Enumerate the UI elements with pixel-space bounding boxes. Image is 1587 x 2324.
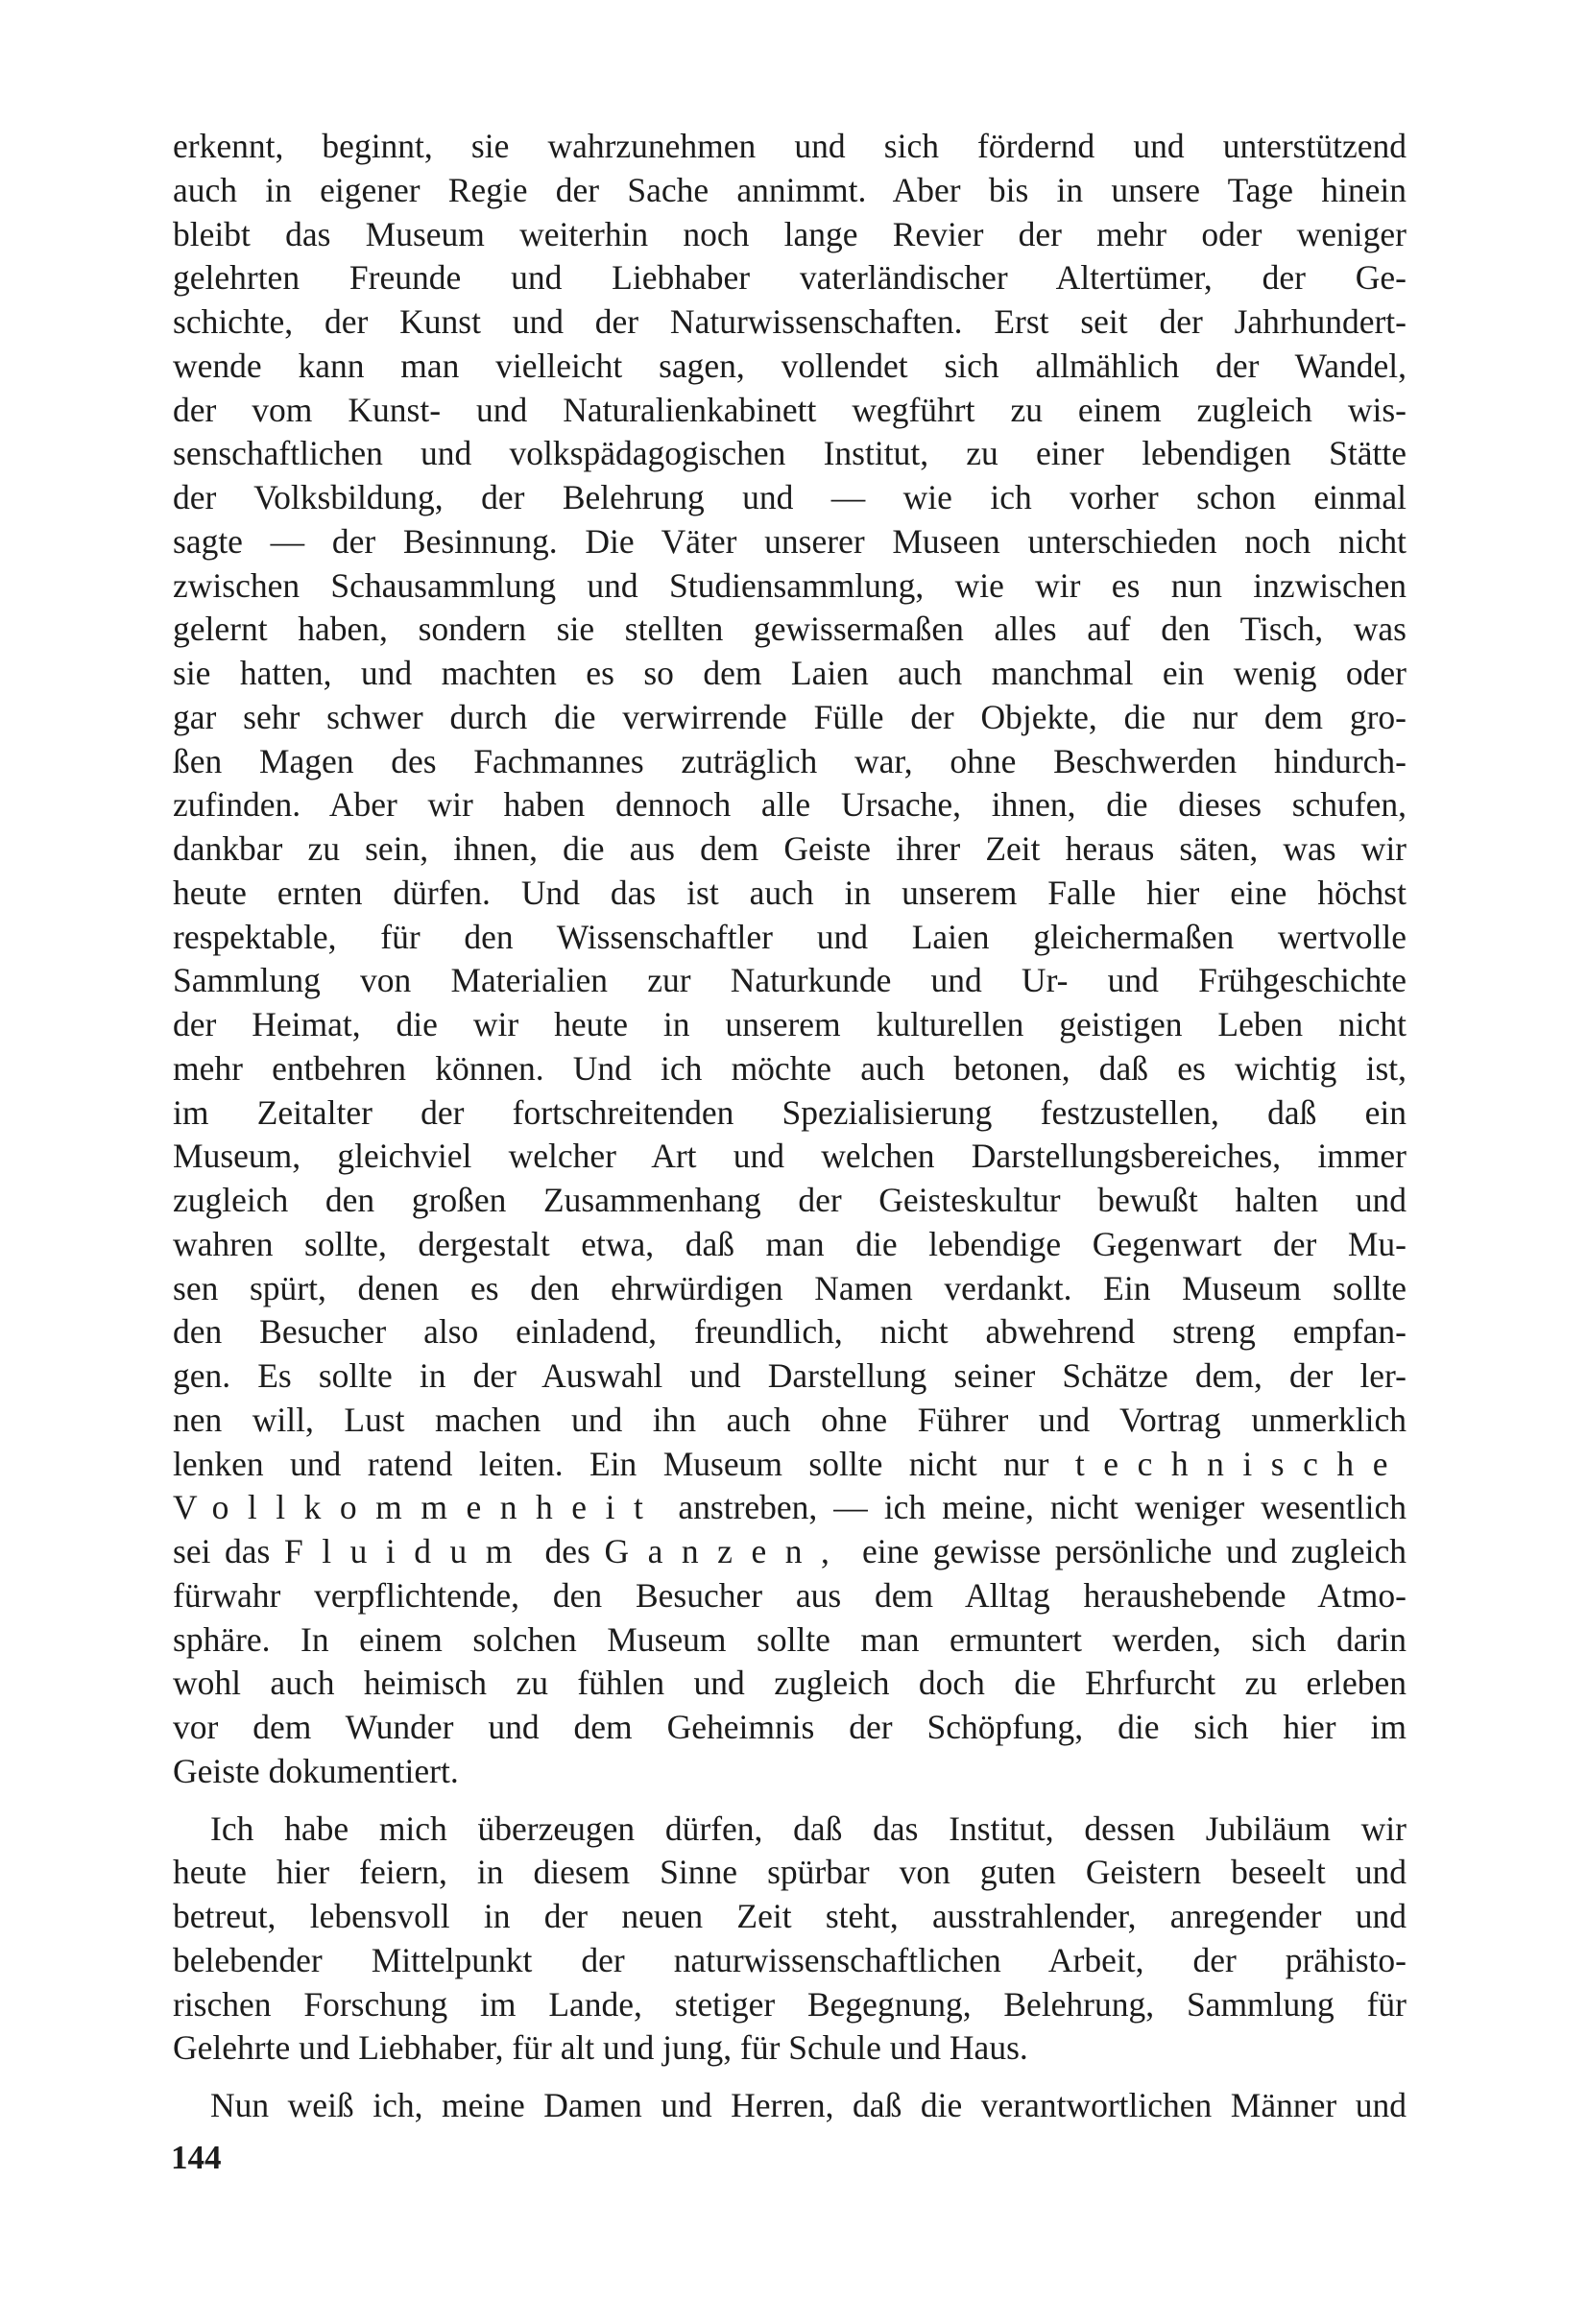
text-line: mehr entbehren können. Und ich möchte auch betonen, daß es wichtig ist, bbox=[173, 1048, 1407, 1088]
text-line: belebender Mittelpunkt der naturwissenschaftlichen Arbeit, der prähisto- bbox=[173, 1940, 1407, 1979]
body-text bbox=[173, 125, 1407, 2128]
text-line: heute hier feiern, in diesem Sinne spürbar von guten Geistern beseelt und bbox=[173, 1853, 1407, 1892]
text-line: nen will, Lust machen und ihn auch ohne Führer und Vortrag unmerklich bbox=[173, 1400, 1407, 1439]
text-line: wohl auch heimisch zu fühlen und zugleich doch die Ehrfurcht zu erleben bbox=[173, 1664, 1407, 1703]
text-line: rischen Forschung im Lande, stetiger Begegnung, Belehrung, Sammlung für bbox=[173, 1984, 1407, 2024]
text-line: wende kann man vielleicht sagen, vollendet sich allmählich der Wandel, bbox=[173, 346, 1407, 385]
text-line bbox=[173, 1486, 1407, 1530]
text-line: sphäre. In einem solchen Museum sollte man ermuntert werden, sich darin bbox=[173, 1619, 1407, 1659]
text-line: sie hatten, und machten es so dem Laien auch manchmal ein wenig oder bbox=[173, 654, 1407, 692]
spaced-word: Ganzen, bbox=[604, 1532, 849, 1570]
text-line: der Volksbildung, der Belehrung und — wie ich vorher schon einmal bbox=[173, 478, 1407, 516]
paragraph-2 bbox=[173, 1808, 1407, 2072]
text-line: respektable, für den Wissenschaftler und Laien gleichermaßen wertvolle bbox=[173, 917, 1407, 956]
text-line: gelehrten Freunde und Liebhaber vaterländischer Altertümer, der Ge- bbox=[173, 258, 1407, 298]
text-line: zufinden. Aber wir haben dennoch alle Ursache, ihnen, die dieses schufen, bbox=[173, 785, 1407, 825]
text-span: eine gewisse persönliche und zugleich bbox=[862, 1532, 1407, 1570]
page-number: 144 bbox=[171, 2139, 222, 2176]
text-line: Sammlung von Materialien zur Naturkunde und Ur- und Frühgeschichte bbox=[173, 961, 1407, 1000]
text-line: sen spürt, denen es den ehrwürdigen Namen verdankt. Ein Museum sollte bbox=[173, 1268, 1407, 1307]
text-line: erkennt, beginnt, sie wahrzunehmen und sich fördernd und unterstützend bbox=[173, 127, 1407, 165]
text-line: ßen Magen des Fachmannes zuträglich war, ohne Beschwerden hindurch- bbox=[173, 741, 1407, 780]
text-line: gen. Es sollte in der Auswahl und Darstellung seiner Schätze dem, der ler- bbox=[173, 1356, 1407, 1395]
text-line: den Besucher also einladend, freundlich, nicht abwehrend streng empfan- bbox=[173, 1312, 1407, 1352]
paragraph-gap bbox=[173, 2071, 1407, 2084]
text-line: wahren sollte, dergestalt etwa, daß man die lebendige Gegenwart der Mu- bbox=[173, 1224, 1407, 1263]
text-span: sei das bbox=[173, 1532, 271, 1570]
text-line bbox=[173, 1443, 1407, 1487]
text-line: vor dem Wunder und dem Geheimnis der Schöpfung, die sich hier im bbox=[173, 1708, 1407, 1746]
text-line bbox=[173, 1530, 1407, 1574]
text-span: anstreben, — ich meine, nicht weniger wesentlich bbox=[678, 1488, 1407, 1527]
spaced-word: technische bbox=[1074, 1444, 1407, 1483]
text-line: auch in eigener Regie der Sache annimmt. Aber bis in unsere Tage hinein bbox=[173, 170, 1407, 209]
paragraph-1 bbox=[173, 125, 1407, 1794]
text-span: des bbox=[544, 1532, 590, 1570]
text-line: zugleich den großen Zusammenhang der Geisteskultur bewußt halten und bbox=[173, 1181, 1407, 1219]
text-span: lenken und ratend leiten. Ein Museum sollte nicht nur bbox=[173, 1444, 1049, 1483]
text-line: Nun weiß ich, meine Damen und Herren, daß die verantwortlichen Männer und bbox=[210, 2086, 1407, 2124]
paragraph-gap bbox=[173, 1794, 1407, 1808]
spaced-word: Fluidum bbox=[283, 1532, 531, 1570]
text-line: schichte, der Kunst und der Naturwissenschaften. Erst seit der Jahrhundert- bbox=[173, 302, 1407, 341]
text-line: der Heimat, die wir heute in unserem kulturellen geistigen Leben nicht bbox=[173, 1005, 1407, 1043]
text-line: Ich habe mich überzeugen dürfen, daß das Institut, dessen Jubiläum wir bbox=[210, 1809, 1407, 1848]
text-line: Museum, gleichviel welcher Art und welchen Darstellungsbereiches, immer bbox=[173, 1137, 1407, 1176]
spaced-word: Vollkommenheit bbox=[173, 1488, 662, 1527]
text-line: bleibt das Museum weiterhin noch lange Revier der mehr oder weniger bbox=[173, 214, 1407, 253]
text-line: im Zeitalter der fortschreitenden Spezialisierung festzustellen, daß ein bbox=[173, 1092, 1407, 1132]
text-line: senschaftlichen und volkspädagogischen Institut, zu einer lebendigen Stätte bbox=[173, 434, 1407, 473]
text-line: zwischen Schausammlung und Studiensammlung, wie wir es nun inzwischen bbox=[173, 565, 1407, 605]
text-line: sagte — der Besinnung. Die Väter unserer Museen unterschieden noch nicht bbox=[173, 521, 1407, 561]
paragraph-3 bbox=[173, 2084, 1407, 2128]
text-line: der vom Kunst- und Naturalienkabinett wegführt zu einem zugleich wis- bbox=[173, 390, 1407, 429]
text-line: fürwahr verpflichtende, den Besucher aus dem Alltag heraushebende Atmo- bbox=[173, 1575, 1407, 1615]
text-line: gar sehr schwer durch die verwirrende Fülle der Objekte, die nur dem gro- bbox=[173, 697, 1407, 736]
text-line: heute ernten dürfen. Und das ist auch in unserem Falle hier eine höchst bbox=[173, 873, 1407, 912]
text-line: Gelehrte und Liebhaber, für alt und jung, für Schule und Haus. bbox=[173, 2028, 1028, 2068]
text-line: Geiste dokumentiert. bbox=[173, 1751, 459, 1790]
text-line: gelernt haben, sondern sie stellten gewissermaßen alles auf den Tisch, was bbox=[173, 610, 1407, 649]
text-line: betreut, lebensvoll in der neuen Zeit steht, ausstrahlender, anregender und bbox=[173, 1897, 1407, 1935]
text-line: dankbar zu sein, ihnen, die aus dem Geiste ihrer Zeit heraus säten, was wir bbox=[173, 829, 1407, 868]
